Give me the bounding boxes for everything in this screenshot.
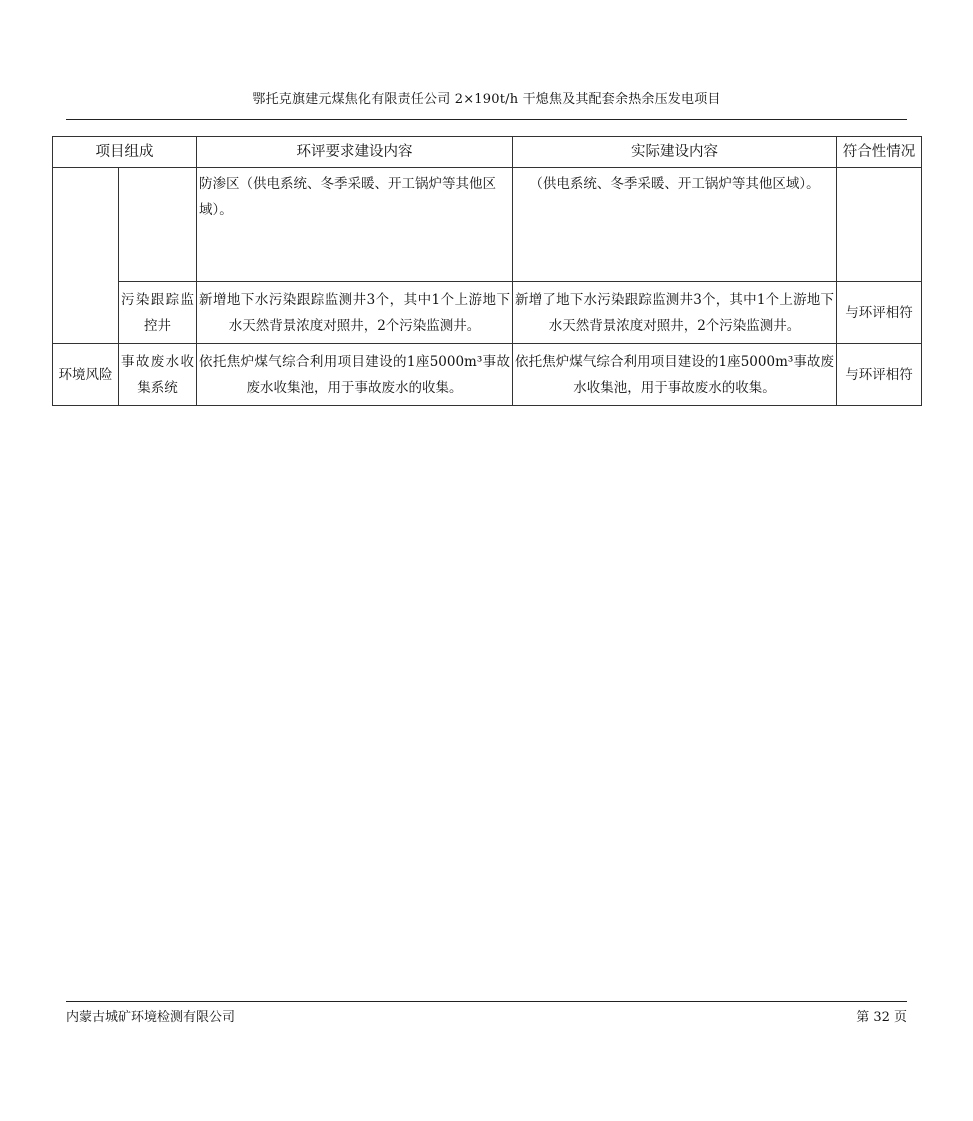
cell-category: 环境风险 (53, 344, 119, 406)
cell-actual: 依托焦炉煤气综合利用项目建设的1座5000m³事故废水收集池，用于事故废水的收集。 (513, 344, 837, 406)
column-header-compliance: 符合性情况 (837, 137, 922, 168)
column-header-eia-requirement: 环评要求建设内容 (197, 137, 513, 168)
table-row (53, 168, 922, 282)
cell-actual: （供电系统、冬季采暖、开工锅炉等其他区域）。 (513, 168, 837, 282)
cell-item: 污染跟踪监控井 (119, 282, 197, 344)
cell-compliance: 与环评相符 (837, 344, 922, 406)
table-row (53, 282, 922, 344)
compliance-table (52, 136, 922, 406)
cell-eia-requirement: 防渗区（供电系统、冬季采暖、开工锅炉等其他区域）。 (197, 168, 513, 282)
footer-page-number: 第 32 页 (856, 1010, 907, 1025)
table-row (53, 344, 922, 406)
cell-category (53, 168, 119, 344)
cell-item (119, 168, 197, 282)
cell-eia-requirement: 新增地下水污染跟踪监测井3个，其中1个上游地下水天然背景浓度对照井，2个污染监测井。 (197, 282, 513, 344)
cell-compliance: 与环评相符 (837, 282, 922, 344)
footer-company: 内蒙古城矿环境检测有限公司 (66, 1010, 236, 1025)
footer-rule (66, 1001, 907, 1002)
cell-item: 事故废水收集系统 (119, 344, 197, 406)
cell-compliance (837, 168, 922, 282)
column-header-actual: 实际建设内容 (513, 137, 837, 168)
table-header-row (53, 137, 922, 168)
column-header-component: 项目组成 (53, 137, 197, 168)
cell-eia-requirement: 依托焦炉煤气综合利用项目建设的1座5000m³事故废水收集池，用于事故废水的收集。 (197, 344, 513, 406)
page-header-title: 鄂托克旗建元煤焦化有限责任公司 2×190t/h 干熄焦及其配套余热余压发电项目 (252, 92, 721, 107)
header-rule (66, 119, 907, 120)
cell-actual: 新增了地下水污染跟踪监测井3个，其中1个上游地下水天然背景浓度对照井，2个污染监测井。 (513, 282, 837, 344)
